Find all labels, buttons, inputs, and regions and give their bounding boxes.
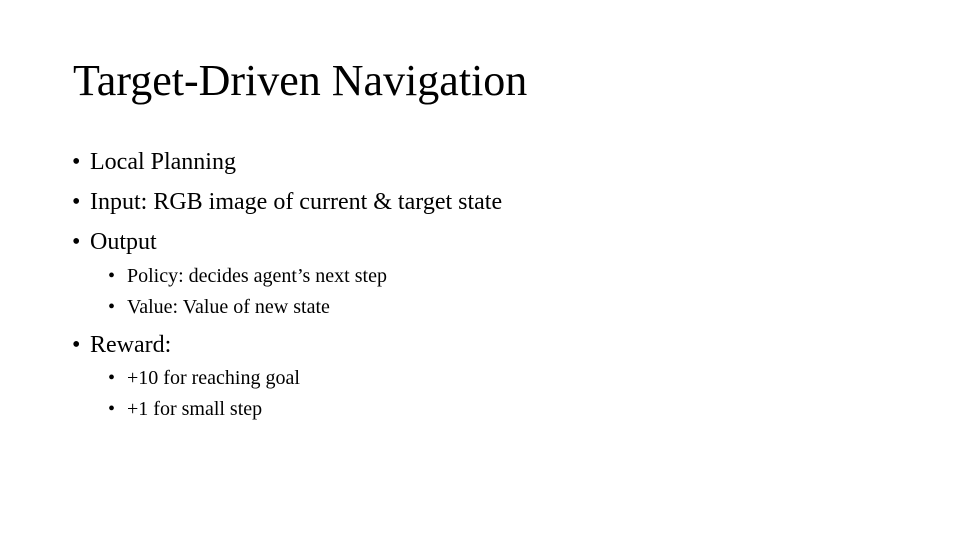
bullet-dot-icon: •: [108, 367, 116, 389]
bullet-dot-icon: •: [108, 398, 116, 420]
bullet-text: +10 for reaching goal: [127, 367, 300, 389]
bullet-dot-icon: •: [72, 189, 81, 215]
bullet-dot-icon: •: [72, 332, 81, 358]
bullet-output: [72, 227, 157, 257]
bullet-text: Reward:: [90, 332, 172, 358]
slide-title: Target-Driven Navigation: [73, 56, 528, 105]
sub-bullet-value: [108, 294, 330, 320]
bullet-dot-icon: •: [108, 296, 116, 318]
bullet-text: Policy: decides agent’s next step: [127, 265, 387, 287]
bullet-local-planning: [72, 147, 236, 177]
bullet-text: Value: Value of new state: [127, 296, 330, 318]
sub-bullet-reaching-goal: [108, 365, 300, 391]
bullet-dot-icon: •: [72, 149, 81, 175]
sub-bullet-policy: [108, 263, 387, 289]
bullet-dot-icon: •: [72, 229, 81, 255]
bullet-text: Output: [90, 229, 157, 255]
bullet-text: Input: RGB image of current & target state: [90, 189, 503, 215]
sub-bullet-small-step: [108, 396, 262, 422]
bullet-input: [72, 187, 502, 217]
bullet-text: +1 for small step: [127, 398, 263, 420]
bullet-reward: [72, 330, 171, 360]
bullet-text: Local Planning: [90, 149, 236, 175]
bullet-dot-icon: •: [108, 265, 116, 287]
